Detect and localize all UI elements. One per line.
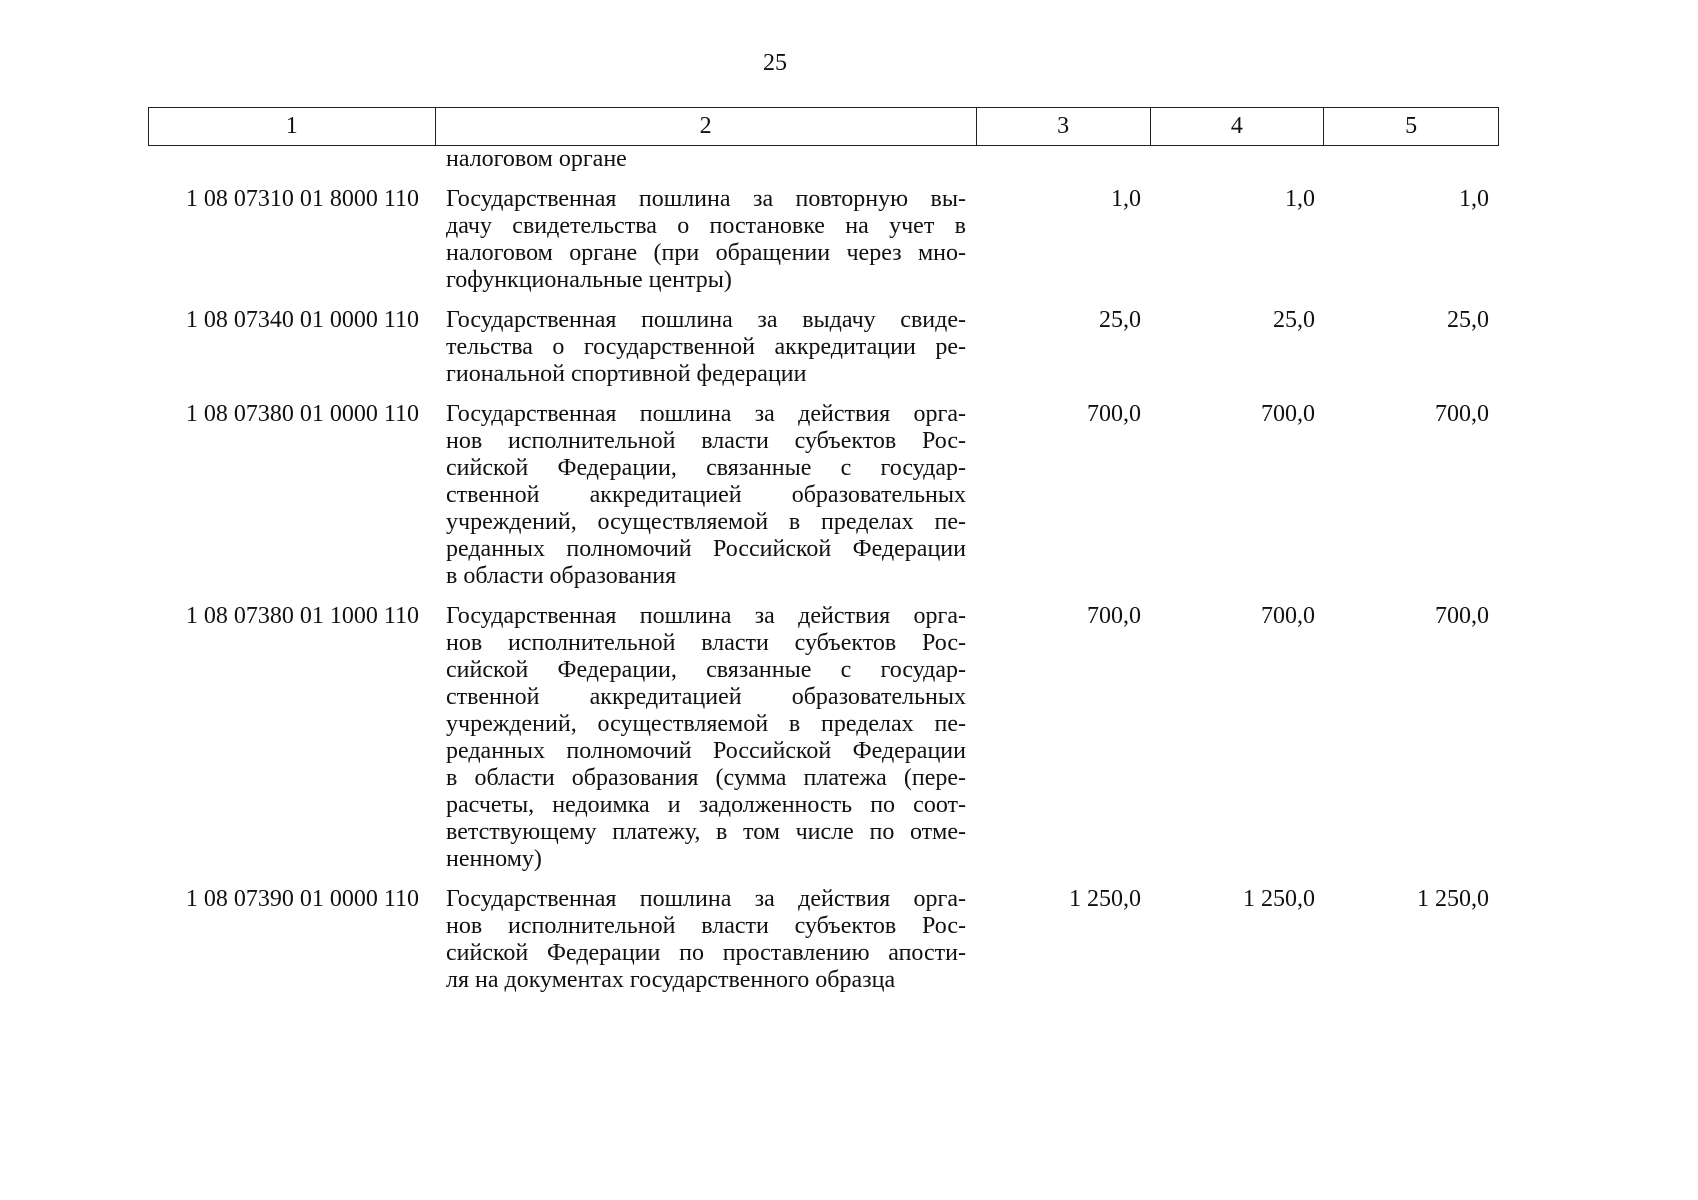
- row-value-col4: 1,0: [1285, 186, 1315, 212]
- description-line: в области образования (сумма платежа (пере-: [446, 765, 966, 791]
- row-code: 1 08 07310 01 8000 110: [185, 186, 419, 212]
- description-line: гиональной спортивной федерации: [446, 361, 807, 387]
- description-line: Государственная пошлина за действия орга-: [446, 401, 966, 427]
- description-line: ветствующему платежу, в том числе по отме-: [446, 819, 966, 845]
- description-line: реданных полномочий Российской Федерации: [446, 536, 966, 562]
- row-description: [435, 886, 977, 994]
- description-line: нов исполнительной власти субъектов Рос-: [446, 913, 966, 939]
- description-line: тельства о государственной аккредитации ре-: [446, 334, 966, 360]
- table-row: [148, 603, 1499, 873]
- continuation-text: налоговом органе: [446, 146, 627, 172]
- row-value-col5: 25,0: [1447, 307, 1489, 333]
- description-line: ственной аккредитацией образовательных: [446, 482, 966, 508]
- table-row: [148, 401, 1499, 590]
- row-value-col4: 25,0: [1273, 307, 1315, 333]
- row-description: [435, 186, 977, 294]
- table-row: [148, 307, 1499, 388]
- description-line: сийской Федерации по проставлению апости-: [446, 940, 966, 966]
- description-line: ственной аккредитацией образовательных: [446, 684, 966, 710]
- row-description: [435, 307, 977, 388]
- row-value-col5: 700,0: [1435, 603, 1489, 629]
- table-body: [148, 146, 1499, 994]
- row-value-col3: 700,0: [1087, 401, 1141, 427]
- description-line: сийской Федерации, связанные с государ-: [446, 657, 966, 683]
- row-value-col5: 1 250,0: [1417, 886, 1489, 912]
- description-line: Государственная пошлина за действия орга-: [446, 886, 966, 912]
- row-description: [435, 401, 977, 590]
- row-code: 1 08 07340 01 0000 110: [185, 307, 419, 333]
- row-value-col3: 1,0: [1111, 186, 1141, 212]
- description-line: в области образования: [446, 563, 677, 589]
- table-header-cell-2: 2: [436, 108, 977, 145]
- description-line: Государственная пошлина за действия орга-: [446, 603, 966, 629]
- row-value-col3: 25,0: [1099, 307, 1141, 333]
- table-header-cell-4: 4: [1151, 108, 1325, 145]
- description-line: нов исполнительной власти субъектов Рос-: [446, 428, 966, 454]
- description-line: сийской Федерации, связанные с государ-: [446, 455, 966, 481]
- description-line: Государственная пошлина за выдачу свиде-: [446, 307, 966, 333]
- description-line: реданных полномочий Российской Федерации: [446, 738, 966, 764]
- description-line: дачу свидетельства о постановке на учет в: [446, 213, 966, 239]
- description-line: ненному): [446, 846, 542, 872]
- row-value-col4: 1 250,0: [1243, 886, 1315, 912]
- table-header-cell-5: 5: [1405, 113, 1418, 139]
- row-value-col3: 1 250,0: [1069, 886, 1141, 912]
- description-line: расчеты, недоимка и задолженность по соот-: [446, 792, 966, 818]
- description-line: учреждений, осуществляемой в пределах пе-: [446, 509, 966, 535]
- description-line: гофункциональные центры): [446, 267, 732, 293]
- row-value-col3: 700,0: [1087, 603, 1141, 629]
- table-row: [148, 186, 1499, 294]
- table-row: [148, 886, 1499, 994]
- description-line: Государственная пошлина за повторную вы-: [446, 186, 966, 212]
- page-number: 25: [763, 50, 787, 76]
- row-value-col5: 1,0: [1459, 186, 1489, 212]
- row-value-col5: 700,0: [1435, 401, 1489, 427]
- table-header-cell-1: 1: [149, 108, 436, 145]
- row-code: 1 08 07380 01 0000 110: [185, 401, 419, 427]
- row-description: [435, 603, 977, 873]
- row-value-col4: 700,0: [1261, 401, 1315, 427]
- table-header-row: [148, 107, 1499, 146]
- description-line: налоговом органе (при обращении через мно-: [446, 240, 966, 266]
- table-header-cell-3: 3: [977, 108, 1151, 145]
- row-code: 1 08 07380 01 1000 110: [185, 603, 419, 629]
- row-value-col4: 700,0: [1261, 603, 1315, 629]
- description-line: нов исполнительной власти субъектов Рос-: [446, 630, 966, 656]
- row-code: 1 08 07390 01 0000 110: [185, 886, 419, 912]
- description-line: ля на документах государственного образца: [446, 967, 896, 993]
- description-line: учреждений, осуществляемой в пределах пе-: [446, 711, 966, 737]
